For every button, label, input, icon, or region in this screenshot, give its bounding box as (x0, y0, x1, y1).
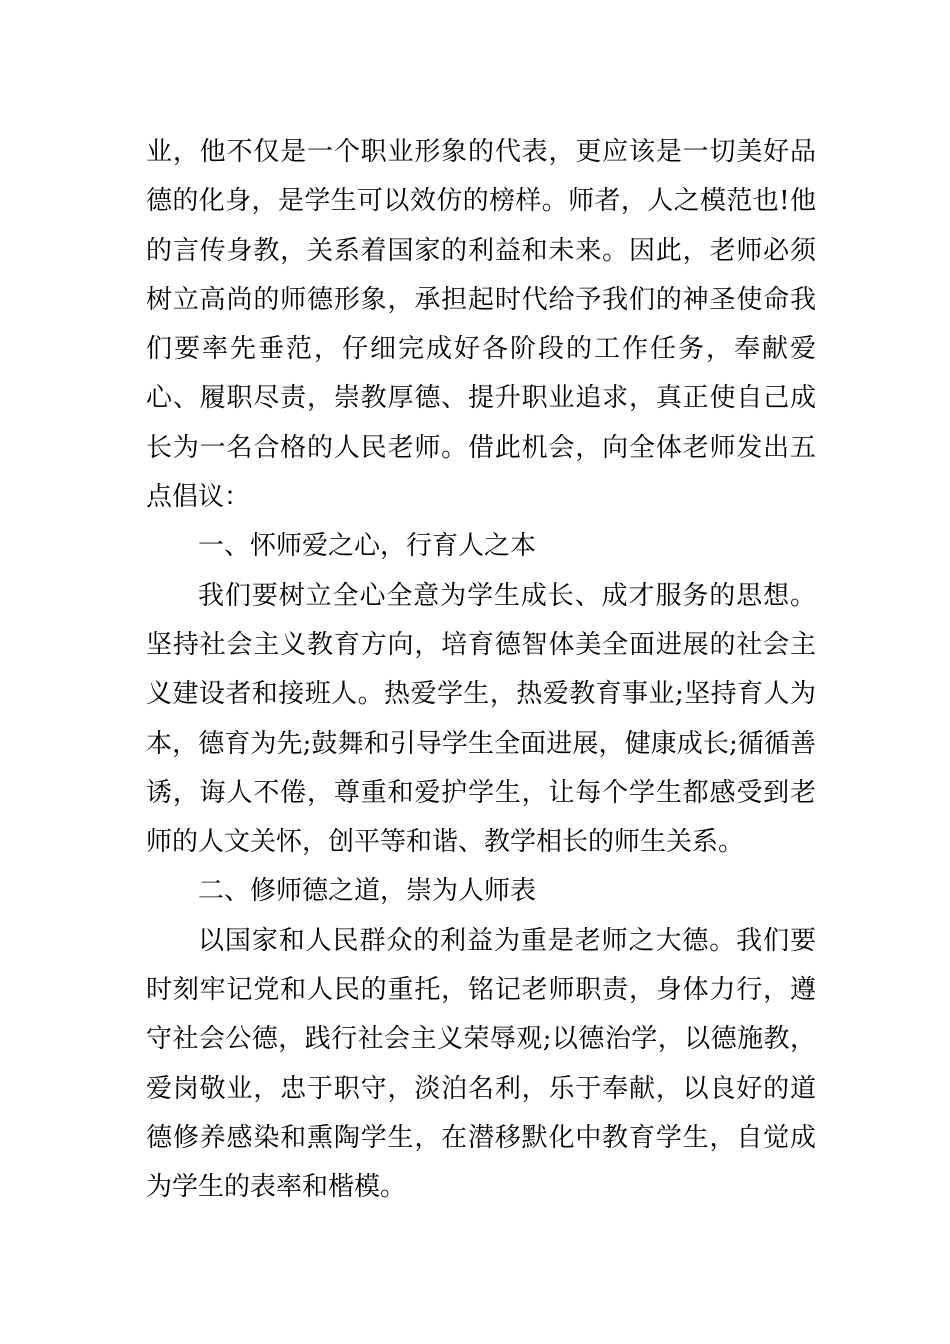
paragraph-section-1: 我们要树立全心全意为学生成长、成才服务的思想。坚持社会主义教育方向，培育德智体美全面进展的社会主义建设者和接班人。热爱学生，热爱教育事业;坚持育人为本，德育为先;鼓舞和引导学生全面进展，健康成长;循循善诱，诲人不倦，尊重和爱护学生，让每个学生都感受到老师的人文关怀，创平等和谐、教学相长的师生关系。 (146, 580, 816, 858)
section-heading-2: 二、修师德之道，崇为人师表 (198, 876, 537, 907)
document-body (146, 128, 816, 1213)
paragraph-intro-continued: 业，他不仅是一个职业形象的代表，更应该是一切美好品德的化身，是学生可以效仿的榜样。师者，人之模范也!他的言传身教，关系着国家的利益和未来。因此，老师必须树立高尚的师德形象，承担起时代给予我们的神圣使命我们要率先垂范，仔细完成好各阶段的工作任务，奉献爱心、履职尽责，崇教厚德、提升职业追求，真正使自己成长为一名合格的人民老师。借此机会，向全体老师发出五点倡议： (146, 137, 816, 513)
paragraph-section-2: 以国家和人民群众的利益为重是老师之大德。我们要时刻牢记党和人民的重托，铭记老师职责，身体力行，遵守社会公德，践行社会主义荣辱观;以德治学，以德施教，爱岗敬业，忠于职守，淡泊名利，乐于奉献，以良好的道德修养感染和熏陶学生，在潜移默化中教育学生，自觉成为学生的表率和楷模。 (146, 925, 816, 1203)
section-heading-1: 一、怀师爱之心，行育人之本 (198, 531, 537, 562)
